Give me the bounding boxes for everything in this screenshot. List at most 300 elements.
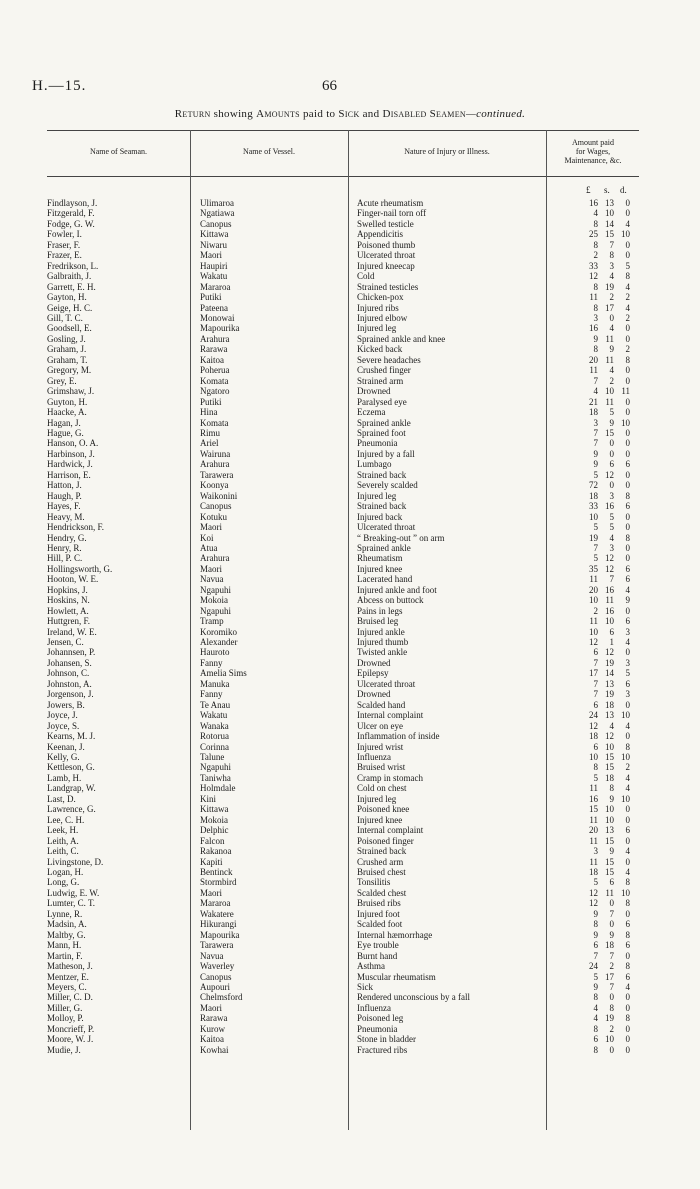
- amount-pounds: 3: [593, 312, 598, 323]
- seaman-name: Martin, F.: [47, 950, 83, 961]
- vessel-name: Putiki: [200, 396, 222, 407]
- amount-pence: 10: [621, 887, 630, 898]
- injury-nature: Poisoned leg: [357, 1013, 404, 1024]
- table-row: [0, 1003, 700, 1013]
- seaman-name: Frazer, E.: [47, 250, 82, 261]
- vessel-name: Taniwha: [200, 772, 231, 783]
- amount-pounds: 20: [589, 825, 598, 836]
- seaman-name: Haacke, A.: [47, 407, 87, 418]
- vessel-name: Poherua: [200, 365, 230, 376]
- seaman-name: Last, D.: [47, 793, 76, 804]
- seaman-name: Hayes, F.: [47, 501, 81, 512]
- amount-pence: 6: [625, 971, 630, 982]
- amount-pence: 4: [625, 584, 630, 595]
- amount-shillings: 4: [609, 271, 614, 282]
- amount-pounds: 5: [593, 553, 598, 564]
- seaman-name: Miller, G.: [47, 1002, 83, 1013]
- amount-shillings: 17: [605, 302, 614, 313]
- amount-pence: 6: [625, 459, 630, 470]
- amount-pounds: 7: [593, 542, 598, 553]
- amount-pounds: 7: [593, 438, 598, 449]
- amount-shillings: 1: [609, 637, 614, 648]
- amount-pounds: 5: [593, 772, 598, 783]
- amount-pence: 0: [625, 448, 630, 459]
- vessel-name: Waikonini: [200, 490, 238, 501]
- seaman-name: Leek, H.: [47, 825, 79, 836]
- table-row: [0, 282, 700, 292]
- injury-nature: Bruised ribs: [357, 898, 401, 909]
- injury-nature: Ulcer on eye: [357, 720, 403, 731]
- amount-shillings: 4: [609, 365, 614, 376]
- seaman-name: Joyce, S.: [47, 720, 80, 731]
- seaman-name: Gosling, J.: [47, 333, 86, 344]
- vessel-name: Rimu: [200, 427, 221, 438]
- amount-pounds: 24: [589, 710, 598, 721]
- seaman-name: Gill, T. C.: [47, 312, 83, 323]
- seaman-name: Landgrap, W.: [47, 783, 96, 794]
- table-row: [0, 679, 700, 689]
- injury-nature: Paralysed eye: [357, 396, 407, 407]
- seaman-name: Lynne, R.: [47, 908, 83, 919]
- amount-pence: 6: [625, 574, 630, 585]
- injury-nature: Ulcerated throat: [357, 678, 416, 689]
- vessel-name: Kaitoa: [200, 354, 224, 365]
- amount-pence: 0: [625, 542, 630, 553]
- table-row: [0, 219, 700, 229]
- vessel-name: Arahura: [200, 553, 230, 564]
- amount-shillings: 0: [609, 438, 614, 449]
- amount-pence: 4: [625, 846, 630, 857]
- vessel-name: Mapourika: [200, 929, 240, 940]
- injury-nature: Internal complaint: [357, 825, 424, 836]
- table-row: [0, 877, 700, 887]
- amount-pounds: 18: [589, 407, 598, 418]
- amount-pounds: 72: [589, 480, 598, 491]
- amount-shillings: 0: [609, 1044, 614, 1055]
- amount-shillings: 12: [605, 731, 614, 742]
- seaman-name: Mann, H.: [47, 940, 82, 951]
- vessel-name: Stormbird: [200, 877, 237, 888]
- amount-shillings: 15: [605, 229, 614, 240]
- table-row: [0, 323, 700, 333]
- vessel-name: Wanaka: [200, 720, 229, 731]
- table-body: [0, 198, 700, 1055]
- amount-shillings: 18: [605, 699, 614, 710]
- amount-pence: 0: [625, 375, 630, 386]
- table-row: [0, 1013, 700, 1023]
- amount-shillings: 4: [609, 720, 614, 731]
- amount-pounds: 7: [593, 950, 598, 961]
- amount-pence: 0: [625, 647, 630, 658]
- currency-pounds-label: £: [586, 185, 591, 195]
- vessel-name: Koi: [200, 532, 214, 543]
- table-row: [0, 972, 700, 982]
- vessel-name: Talune: [200, 752, 225, 763]
- amount-pounds: 18: [589, 731, 598, 742]
- amount-pounds: 6: [593, 1034, 598, 1045]
- amount-pounds: 11: [589, 835, 598, 846]
- injury-nature: Severe headaches: [357, 354, 421, 365]
- table-row: [0, 595, 700, 605]
- amount-pence: 3: [625, 657, 630, 668]
- injury-nature: Injured knee: [357, 563, 403, 574]
- amount-shillings: 19: [605, 657, 614, 668]
- amount-pence: 0: [625, 814, 630, 825]
- vessel-name: Hauroto: [200, 647, 230, 658]
- vessel-name: Te Anau: [200, 699, 231, 710]
- injury-nature: Scalded foot: [357, 919, 403, 930]
- amount-pence: 10: [621, 793, 630, 804]
- injury-nature: Injured knee: [357, 814, 403, 825]
- table-row: [0, 491, 700, 501]
- vessel-name: Ariel: [200, 438, 219, 449]
- vessel-name: Ngapuhi: [200, 762, 231, 773]
- amount-shillings: 10: [605, 1034, 614, 1045]
- vessel-name: Kurow: [200, 1023, 225, 1034]
- amount-shillings: 10: [605, 208, 614, 219]
- amount-shillings: 0: [609, 448, 614, 459]
- amount-shillings: 13: [605, 710, 614, 721]
- seaman-name: Hoskins, N.: [47, 595, 90, 606]
- table-row: [0, 710, 700, 720]
- amount-pence: 0: [625, 333, 630, 344]
- amount-pence: 8: [625, 961, 630, 972]
- injury-nature: Lumbago: [357, 459, 392, 470]
- amount-pence: 8: [625, 532, 630, 543]
- table-row: [0, 553, 700, 563]
- vessel-name: Navua: [200, 574, 224, 585]
- amount-pence: 4: [625, 218, 630, 229]
- seaman-name: Fraser, F.: [47, 239, 81, 250]
- vessel-name: Maori: [200, 563, 222, 574]
- injury-nature: Poisoned thumb: [357, 239, 416, 250]
- vessel-name: Niwaru: [200, 239, 227, 250]
- table-row: [0, 700, 700, 710]
- amount-pounds: 11: [589, 814, 598, 825]
- amount-shillings: 15: [605, 835, 614, 846]
- injury-nature: Drowned: [357, 689, 391, 700]
- vessel-name: Waverley: [200, 961, 235, 972]
- amount-pounds: 10: [589, 626, 598, 637]
- injury-nature: Severely scalded: [357, 480, 418, 491]
- amount-pence: 5: [625, 668, 630, 679]
- vessel-name: Pateena: [200, 302, 228, 313]
- amount-pence: 0: [625, 323, 630, 334]
- vessel-name: Haupiri: [200, 260, 228, 271]
- amount-pounds: 8: [593, 919, 598, 930]
- vessel-name: Arahura: [200, 333, 230, 344]
- amount-pounds: 6: [593, 741, 598, 752]
- amount-pence: 3: [625, 689, 630, 700]
- amount-shillings: 14: [605, 668, 614, 679]
- seaman-name: Grimshaw, J.: [47, 386, 95, 397]
- injury-nature: Burnt hand: [357, 950, 398, 961]
- seaman-name: Fitzgerald, F.: [47, 208, 95, 219]
- seaman-name: Madsin, A.: [47, 919, 87, 930]
- vessel-name: Koonya: [200, 480, 229, 491]
- vessel-name: Fanny: [200, 689, 223, 700]
- table-row: [0, 627, 700, 637]
- amount-pounds: 16: [589, 793, 598, 804]
- amount-shillings: 5: [609, 407, 614, 418]
- amount-shillings: 10: [605, 616, 614, 627]
- injury-nature: Injured leg: [357, 490, 397, 501]
- seaman-name: Hagan, J.: [47, 417, 81, 428]
- amount-pence: 0: [625, 1002, 630, 1013]
- currency-shillings-label: s.: [604, 185, 610, 195]
- injury-nature: Cramp in stomach: [357, 772, 423, 783]
- amount-shillings: 18: [605, 772, 614, 783]
- table-row: [0, 240, 700, 250]
- amount-pounds: 6: [593, 699, 598, 710]
- injury-nature: Scalded hand: [357, 699, 406, 710]
- seaman-name: Keenan, J.: [47, 741, 85, 752]
- vessel-name: Holmdale: [200, 783, 236, 794]
- amount-pence: 0: [625, 699, 630, 710]
- amount-pence: 4: [625, 720, 630, 731]
- amount-shillings: 0: [609, 919, 614, 930]
- amount-shillings: 7: [609, 981, 614, 992]
- seaman-name: Mentzer, E.: [47, 971, 89, 982]
- vessel-name: Kaitoa: [200, 1034, 224, 1045]
- table-row: [0, 689, 700, 699]
- amount-pence: 0: [625, 553, 630, 564]
- amount-pence: 0: [625, 804, 630, 815]
- amount-pounds: 11: [589, 292, 598, 303]
- amount-pence: 6: [625, 919, 630, 930]
- seaman-name: Hardwick, J.: [47, 459, 93, 470]
- vessel-name: Tarawera: [200, 469, 234, 480]
- column-header-amount: Amount paid for Wages, Maintenance, &c.: [564, 138, 622, 165]
- injury-nature: Bruised chest: [357, 867, 406, 877]
- injury-nature: Cold on chest: [357, 783, 407, 794]
- amount-pounds: 10: [589, 595, 598, 606]
- table-row: [0, 898, 700, 908]
- amount-pence: 6: [625, 825, 630, 836]
- table-row: [0, 804, 700, 814]
- amount-shillings: 0: [609, 480, 614, 491]
- injury-nature: Rheumatism: [357, 553, 403, 564]
- vessel-name: Monowai: [200, 312, 235, 323]
- amount-shillings: 4: [609, 532, 614, 543]
- amount-pence: 6: [625, 940, 630, 951]
- amount-pounds: 21: [589, 396, 598, 407]
- amount-pounds: 6: [593, 940, 598, 951]
- amount-pounds: 4: [593, 1002, 598, 1013]
- injury-nature: Acute rheumatism: [357, 198, 424, 208]
- injury-nature: Injured thumb: [357, 637, 409, 648]
- amount-shillings: 16: [605, 584, 614, 595]
- amount-pence: 10: [621, 752, 630, 763]
- vessel-name: Wakatu: [200, 271, 228, 282]
- seaman-name: Jorgenson, J.: [47, 689, 94, 700]
- injury-nature: Poisoned finger: [357, 835, 414, 846]
- seaman-name: Moore, W. J.: [47, 1034, 94, 1045]
- injury-nature: Injured wrist: [357, 741, 404, 752]
- amount-pounds: 25: [589, 229, 598, 240]
- amount-pence: 0: [625, 1034, 630, 1045]
- table-row: [0, 930, 700, 940]
- injury-nature: Sprained ankle and knee: [357, 333, 446, 344]
- amount-shillings: 12: [605, 563, 614, 574]
- seaman-name: Fredrikson, L.: [47, 260, 99, 271]
- seaman-name: Livingstone, D.: [47, 856, 104, 867]
- vessel-name: Maori: [200, 1002, 222, 1013]
- seaman-name: Gayton, H.: [47, 292, 87, 303]
- vessel-name: Amelia Sims: [200, 668, 247, 679]
- table-row: [0, 533, 700, 543]
- amount-shillings: 11: [605, 333, 614, 344]
- amount-pence: 0: [625, 480, 630, 491]
- injury-nature: Eczema: [357, 407, 386, 418]
- amount-pence: 6: [625, 616, 630, 627]
- injury-nature: Injured back: [357, 511, 403, 522]
- amount-pence: 0: [625, 427, 630, 438]
- vessel-name: Maori: [200, 250, 222, 261]
- amount-shillings: 4: [609, 323, 614, 334]
- amount-shillings: 0: [609, 992, 614, 1003]
- amount-pence: 6: [625, 563, 630, 574]
- amount-shillings: 10: [605, 386, 614, 397]
- amount-pounds: 10: [589, 752, 598, 763]
- table-row: [0, 773, 700, 783]
- vessel-name: Fanny: [200, 657, 223, 668]
- amount-shillings: 13: [605, 825, 614, 836]
- amount-shillings: 0: [609, 312, 614, 323]
- vessel-name: Bentinck: [200, 867, 233, 877]
- amount-pounds: 9: [593, 448, 598, 459]
- amount-pence: 8: [625, 741, 630, 752]
- amount-pounds: 7: [593, 375, 598, 386]
- table-row: [0, 658, 700, 668]
- amount-shillings: 19: [605, 1013, 614, 1024]
- injury-nature: Injured leg: [357, 793, 397, 804]
- amount-shillings: 10: [605, 814, 614, 825]
- vessel-name: Mokoia: [200, 595, 228, 606]
- seaman-name: Leith, C.: [47, 846, 79, 857]
- injury-nature: Influenza: [357, 752, 391, 763]
- table-row: [0, 376, 700, 386]
- table-row: [0, 386, 700, 396]
- table-row: [0, 438, 700, 448]
- amount-pounds: 9: [593, 981, 598, 992]
- amount-shillings: 8: [609, 1002, 614, 1013]
- injury-nature: Poisoned knee: [357, 804, 410, 815]
- amount-pence: 8: [625, 929, 630, 940]
- seaman-name: Gregory, M.: [47, 365, 92, 376]
- amount-pounds: 9: [593, 459, 598, 470]
- table-row: [0, 313, 700, 323]
- amount-pence: 2: [625, 292, 630, 303]
- seaman-name: Matheson, J.: [47, 961, 93, 972]
- seaman-name: Johnson, C.: [47, 668, 90, 679]
- amount-pounds: 19: [589, 532, 598, 543]
- amount-pence: 4: [625, 981, 630, 992]
- amount-shillings: 16: [605, 501, 614, 512]
- injury-nature: Injured kneecap: [357, 260, 415, 271]
- seaman-name: Hendry, G.: [47, 532, 87, 543]
- amount-pounds: 2: [593, 250, 598, 261]
- amount-shillings: 19: [605, 689, 614, 700]
- amount-pence: 9: [625, 595, 630, 606]
- table-row: [0, 909, 700, 919]
- injury-nature: Internal hæmorrhage: [357, 929, 433, 940]
- amount-pounds: 18: [589, 867, 598, 877]
- seaman-name: Kearns, M. J.: [47, 731, 96, 742]
- seaman-name: Johansen, S.: [47, 657, 92, 668]
- table-row: [0, 250, 700, 260]
- amount-pence: 0: [625, 365, 630, 376]
- vessel-name: Komata: [200, 375, 229, 386]
- injury-nature: Eye trouble: [357, 940, 399, 951]
- amount-pence: 4: [625, 783, 630, 794]
- amount-pence: 0: [625, 198, 630, 208]
- table-row: [0, 742, 700, 752]
- vessel-name: Manuka: [200, 678, 230, 689]
- vessel-name: Putiki: [200, 292, 222, 303]
- seaman-name: Kettleson, G.: [47, 762, 95, 773]
- amount-shillings: 0: [609, 898, 614, 909]
- injury-nature: Strained back: [357, 469, 407, 480]
- amount-pounds: 10: [589, 511, 598, 522]
- injury-nature: Injured ankle and foot: [357, 584, 437, 595]
- vessel-name: Kotuku: [200, 511, 227, 522]
- table-row: [0, 397, 700, 407]
- amount-pence: 0: [625, 1023, 630, 1034]
- amount-pounds: 12: [589, 887, 598, 898]
- table-row: [0, 470, 700, 480]
- table-row: [0, 721, 700, 731]
- seaman-name: Geige, H. C.: [47, 302, 93, 313]
- vessel-name: Kittawa: [200, 804, 229, 815]
- vessel-name: Ngapuhi: [200, 584, 231, 595]
- vessel-name: Alexander: [200, 637, 238, 648]
- amount-pounds: 7: [593, 689, 598, 700]
- vessel-name: Canopus: [200, 971, 232, 982]
- injury-nature: Fractured ribs: [357, 1044, 408, 1055]
- vessel-name: Canopus: [200, 218, 232, 229]
- amount-pence: 0: [625, 992, 630, 1003]
- amount-pounds: 11: [589, 783, 598, 794]
- amount-pounds: 8: [593, 1023, 598, 1034]
- vessel-name: Tramp: [200, 616, 224, 627]
- amount-shillings: 10: [605, 741, 614, 752]
- amount-pounds: 9: [593, 908, 598, 919]
- injury-nature: Lacerated hand: [357, 574, 413, 585]
- amount-shillings: 9: [609, 846, 614, 857]
- amount-shillings: 12: [605, 553, 614, 564]
- amount-pounds: 9: [593, 333, 598, 344]
- injury-nature: Injured ribs: [357, 302, 399, 313]
- vessel-name: Kapiti: [200, 856, 223, 867]
- injury-nature: Muscular rheumatism: [357, 971, 436, 982]
- amount-pounds: 5: [593, 522, 598, 533]
- table-row: [0, 564, 700, 574]
- amount-pounds: 2: [593, 605, 598, 616]
- table-row: [0, 198, 700, 208]
- vessel-name: Ulimaroa: [200, 198, 234, 208]
- amount-pence: 8: [625, 490, 630, 501]
- injury-nature: Injured elbow: [357, 312, 408, 323]
- seaman-name: Jowers, B.: [47, 699, 85, 710]
- table-row: [0, 574, 700, 584]
- amount-pounds: 11: [589, 856, 598, 867]
- seaman-name: Haugh, P.: [47, 490, 82, 501]
- table-row: [0, 762, 700, 772]
- table-row: [0, 919, 700, 929]
- seaman-name: Hanson, O. A.: [47, 438, 99, 449]
- table-row: [0, 846, 700, 856]
